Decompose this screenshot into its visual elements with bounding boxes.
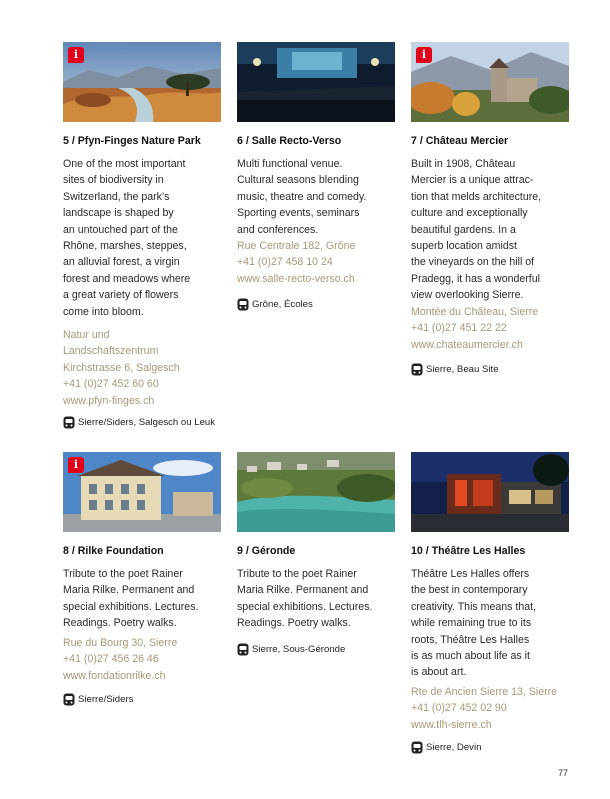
bus-stop-label: Sierre, Beau Site [426,363,499,375]
desc-line: is about art. [411,666,467,679]
card-description [411,156,569,304]
desc-line: roots, Théâtre Les Halles [411,633,530,646]
bus-icon [237,298,249,311]
address: Kirchstrasse 6, Salgesch [63,361,180,374]
bus-stop-label: Grône, Écoles [252,298,313,310]
desc-line: come into bloom. [63,305,144,318]
bus-stop [63,692,133,706]
desc-line: view overlooking Sierre. [411,289,524,302]
phone: +41 (0)27 452 02 90 [411,702,507,715]
desc-line: special exhibitions. Lectures. [63,600,199,613]
desc-line: and conferences. [237,223,319,236]
desc-line: Maria Rilke. Permanent and [237,584,369,597]
phone: +41 (0)27 452 60 60 [63,378,159,391]
contact-line: Natur und [63,329,110,341]
desc-line: a great variety of flowers [63,289,179,302]
bus-icon [63,416,75,429]
card-title: 7 / Château Mercier [411,135,509,147]
desc-line: culture and exceptionally [411,207,528,220]
desc-line: Cultural seasons blending [237,174,359,187]
card-description [63,156,221,320]
desc-line: superb location amidst [411,240,517,253]
card-contact [411,684,581,733]
desc-line: Readings. Poetry walks. [63,617,177,630]
card-contact [63,327,233,409]
card-title: 8 / Rilke Foundation [63,545,164,557]
card-title: 5 / Pfyn-Finges Nature Park [63,135,201,147]
website-link[interactable]: www.tlh-sierre.ch [411,718,492,731]
desc-line: Tribute to the poet Rainer [237,568,357,580]
desc-line: Built in 1908, Château [411,158,516,170]
card-description [237,156,395,238]
desc-line: tion that melds architecture, [411,190,542,203]
desc-line: Readings. Poetry walks. [237,617,351,630]
desc-line: the best in contemporary [411,584,528,597]
desc-line: Rhône, marshes, steppes, [63,240,187,253]
address: Montée du Château, Sierre [411,306,539,318]
desc-line: landscape is shaped by [63,207,174,220]
desc-line: creativity. This means that, [411,600,537,613]
card-title: 6 / Salle Recto-Verso [237,135,342,147]
desc-line: beautiful gardens. In a [411,223,516,236]
website-link[interactable]: www.fondationrilke.ch [63,669,166,682]
info-icon: i [416,47,432,63]
desc-line: Tribute to the poet Rainer [63,568,183,580]
bus-stop-label: Sierre/Siders, Salgesch ou Leuk [78,416,216,428]
address: Rue du Bourg 30, Sierre [63,637,178,649]
card-contact [63,635,233,684]
bus-icon [63,693,75,706]
desc-line: Multi functional venue. [237,158,343,170]
photo-theatre-les-halles [411,452,569,532]
bus-stop [63,415,215,429]
desc-line: an untouched part of the [63,223,178,236]
desc-line: an alluvial forest, a virgin [63,256,180,269]
card-title: 10 / Théâtre Les Halles [411,545,526,557]
contact-line: Landschaftszentrum [63,345,159,358]
phone: +41 (0)27 458 10 24 [237,256,333,269]
phone: +41 (0)27 456 26 46 [63,653,159,666]
desc-line: the vineyards on the hill of [411,256,535,269]
photo-pfyn-finges [63,42,221,122]
photo-chateau-mercier [411,42,569,122]
desc-line: Mercier is a unique attrac- [411,174,534,187]
desc-line: Théâtre Les Halles offers [411,568,530,580]
card-description [237,566,395,632]
desc-line: Maria Rilke. Permanent and [63,584,195,597]
bus-stop [237,297,313,311]
card-contact [237,238,407,287]
desc-line: while remaining true to its [411,617,532,630]
bus-stop-label: Sierre, Devin [426,741,482,753]
card-title: 9 / Géronde [237,545,296,557]
bus-icon [237,643,249,656]
bus-stop [237,642,345,656]
desc-line: One of the most important [63,158,186,170]
desc-line: Switzerland, the park’s [63,190,170,203]
website-link[interactable]: www.chateaumercier.ch [411,338,523,351]
bus-icon [411,363,423,376]
desc-line: Pradegg, it has a wonderful [411,272,540,285]
bus-stop [411,740,481,754]
page-number: 77 [557,768,568,778]
website-link[interactable]: www.pfyn-finges.ch [63,394,155,407]
desc-line: Sporting events, seminars [237,207,360,220]
card-description [63,566,221,632]
info-icon: i [68,47,84,63]
desc-line: is as much about life as it [411,650,530,663]
bus-stop-label: Sierre/Siders [78,693,134,705]
desc-line: special exhibitions. Lectures. [237,600,373,613]
desc-line: forest and meadows where [63,272,191,285]
photo-salle-recto-verso [237,42,395,122]
photo-geronde [237,452,395,532]
website-link[interactable]: www.salle-recto-verso.ch [237,272,355,285]
card-description [411,566,569,681]
address: Rte de Ancien Sierre 13, Sierre [411,686,558,698]
card-contact [411,304,581,353]
desc-line: music, theatre and comedy. [237,190,367,203]
bus-icon [411,741,423,754]
address: Rue Centrale 182, Grône [237,240,356,252]
info-icon: i [68,457,84,473]
bus-stop [411,362,499,376]
phone: +41 (0)27 451 22 22 [411,322,507,335]
bus-stop-label: Sierre, Sous-Géronde [252,643,346,655]
desc-line: sites of biodiversity in [63,174,164,187]
photo-rilke-foundation [63,452,221,532]
